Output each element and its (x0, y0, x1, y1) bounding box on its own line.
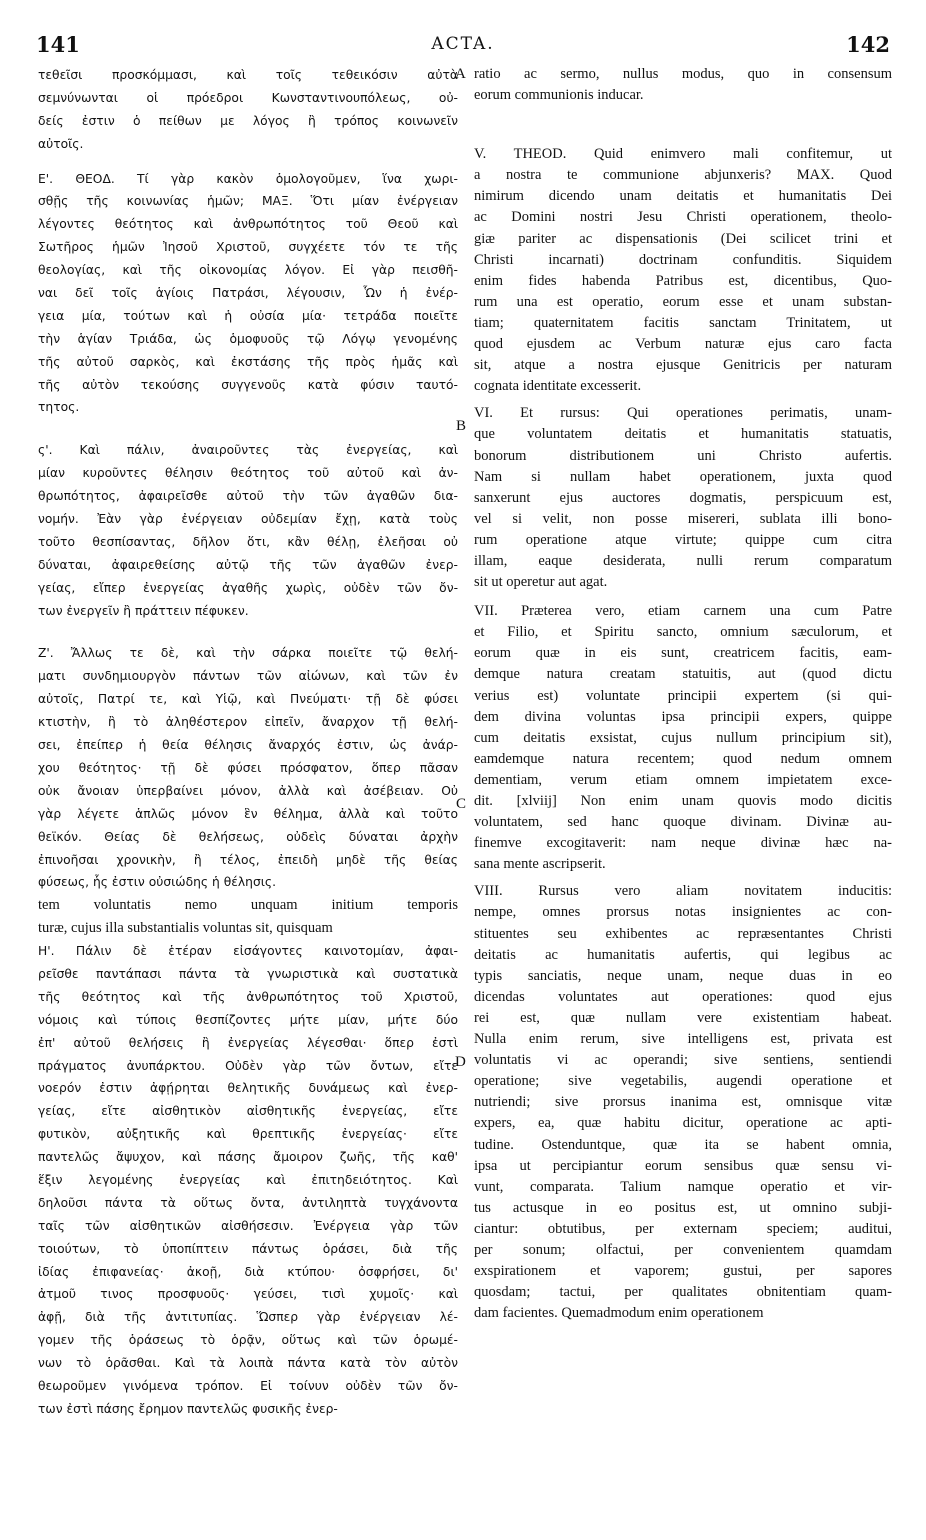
text-line: dam facientes. Quemadmodum enim operationem (474, 1305, 764, 1322)
text-line: φύσεως, ἧς ἐστιν οὐσιώδης ἡ θέλησις. (38, 875, 277, 890)
text-line: eamdemque natura recentem; quod nedum omnem (474, 750, 892, 767)
text-line: tudine. Ostenduntque, quæ ita se habent omnia, (474, 1136, 892, 1153)
text-line: dementiam, verum etiam omnem impietatem exce- (474, 771, 892, 788)
text-line: Ζ'. Ἄλλως τε δὲ, καὶ τὴν σάρκα ποιεῖτε τῷ θελή- (38, 646, 458, 661)
greek-paragraph (38, 64, 458, 156)
text-line: Ε'. ΘΕΟΔ. Τί γὰρ κακὸν ὁμολογοῦμεν, ἵνα χωρι- (38, 171, 458, 186)
text-line: ς'. Καὶ πάλιν, ἀναιροῦντες τὰς ἐνεργείας, καὶ (38, 443, 458, 458)
text-line: χου θεότητος· τῇ δὲ φύσει πρόσφατον, ὅπερ πᾶσαν (38, 760, 458, 775)
text-line: exspirationem et vaporem; gustui, per sapores (474, 1263, 892, 1280)
latin-overflow-lines (38, 894, 458, 940)
text-line: δείς ἐστιν ὁ πείθων με λόγος ἢ τρόπος κοινωνεῖν (38, 113, 458, 128)
text-line: Nam si nullam habet operationem, juxta quod (474, 468, 892, 485)
latin-paragraph (474, 144, 892, 397)
text-line: τῆς αὐτοῦ σαρκὸς, καὶ ἐκστάσης τῆς πρὸς ἡμᾶς καὶ (38, 354, 458, 369)
latin-paragraph (474, 601, 892, 875)
text-line: θρωπότητος, ἀφαιρεῖσθε αὐτοῦ τὴν τῶν ἀγαθῶν δια- (38, 489, 458, 504)
text-line: rum operatione atque virtute; quippe cum citra (474, 531, 892, 548)
latin-column (474, 64, 892, 1324)
text-line: demque natura creatam statuitis, aut (quod dictu (474, 666, 892, 683)
text-line: σει, ἐπείπερ ἡ θεία θέλησις ἄναρχός ἐστιν, ὡς ἀνάρ- (38, 738, 458, 753)
text-line: bonorum distributionem uni Christo aufertis. (474, 447, 892, 464)
text-line: ciantur: obtutibus, per externam speciem; auditui, (474, 1220, 892, 1237)
text-line: αὐτοῖς. (38, 136, 84, 151)
margin-marker-d: D (455, 1054, 466, 1070)
text-line: τὴν ἁγίαν Τριάδα, ὡς ὁμοφυοῦς τῷ Λόγῳ γενομένης (38, 331, 458, 346)
text-line: δύναται, ἀφαιρεθείσης αὐτῷ τῆς τῶν ἀγαθῶν ἐνερ- (38, 557, 458, 572)
text-line: ματι συνδημιουργὸν πάντων τῶν αἰώνων, καὶ τῶν ἐν (38, 669, 458, 684)
text-line: τοιούτων, τὸ ὑποπίπτειν πάντως ὁράσει, διὰ τῆς (38, 1241, 458, 1256)
text-line: voluntatem, sed hanc quoque divinam. Divinæ au- (474, 814, 892, 831)
text-line: παντελῶς ἄψυχον, καὶ πάσης ἄμοιρον ζωῆς, τῆς καθ' (38, 1150, 458, 1165)
text-line: illam, eaque desiderata, nulli rerum comparatum (474, 552, 892, 569)
text-line: νομήν. Ἐὰν γὰρ ἐνέργειαν οὐδεμίαν ἔχῃ, κατὰ τοὺς (38, 512, 458, 527)
text-line: tus actusque in eo positus est, ut omnino subji- (474, 1199, 892, 1216)
text-line: vunt, comparata. Talium namque operatio et vir- (474, 1178, 892, 1195)
margin-marker-b: B (456, 418, 467, 434)
text-line: αὐτοῖς, Πατρί τε, καὶ Υἱῷ, καὶ Πνεύματι· τῇ δὲ φύσει (38, 692, 458, 707)
text-line: φυτικὸν, αὐξητικῆς καὶ θρεπτικῆς ἐνεργείας· εἴτε (38, 1127, 458, 1142)
text-line: γεια μία, τούτων καὶ ἡ οὐσία μία· τετράδα ποιεῖτε (38, 308, 458, 323)
latin-paragraph (474, 881, 892, 1324)
text-line: et Filio, et Spiritu sancto, omnium sæculorum, et (474, 624, 892, 641)
text-line: a nostra te communione abjunxeris? MAX. Quod (474, 167, 892, 184)
text-line: deitatis ac humanitatis aufertis, qui legibus ac (474, 946, 892, 963)
text-line: sana mente ascripserit. (474, 856, 606, 873)
text-line: δηλοῦσι πάντα τὰ οὕτως ὄντα, ἀντιληπτὰ τυγχάνοντα (38, 1195, 458, 1210)
text-line: των ἐνεργεῖν ἢ πράττειν πέφυκεν. (38, 603, 249, 618)
running-title: ACTA. (431, 34, 495, 54)
text-line: Η'. Πάλιν δὲ ἑτέραν εἰσάγοντες καινοτομίαν, ἀφαι- (38, 944, 458, 959)
text-line: ναι δεῖ τοῖς ἁγίοις Πατράσι, λέγουσιν, Ὧν ἡ ἐνέρ- (38, 286, 458, 301)
greek-paragraph (38, 940, 458, 1421)
text-line: quod ejusdem ac Verbum naturæ ejus caro facta (474, 336, 892, 353)
text-line: γείας, εἴπερ ἐνεργείας ἀγαθῆς χωρὶς, οὐδὲν τῶν ὄν- (38, 580, 458, 595)
text-line: tiam; quaternitatem facitis sanctam Trinitatem, ut (474, 314, 892, 331)
text-line: τῆς θεότητος καὶ τῆς ἀνθρωπότητος τοῦ Χριστοῦ, (38, 989, 458, 1004)
text-line: quosdam; tactui, per qualitates obnitentiam quam- (474, 1284, 892, 1301)
text-line: que voluntatem deitatis et humanitatis statuatis, (474, 426, 892, 443)
text-line: sanxerunt ejus auctores dogmatis, perspicuum est, (474, 489, 892, 506)
text-line: νων τὸ ὁρᾶσθαι. Καὶ τὰ λοιπὰ πάντα κατὰ τὸν αὐτὸν (38, 1356, 458, 1371)
text-line: πράγματος ἀνυπάρκτου. Οὐδὲν γὰρ τῶν ὄντων, εἴτε (38, 1058, 458, 1073)
text-line: οὐκ ἄνοιαν ὑπερβαίνει μόνον, ἀλλὰ καὶ ἀσέβειαν. Οὐ (38, 783, 458, 798)
text-line: dem divina voluntas ipsa principii expers, quippe (474, 708, 892, 725)
text-line: νοερόν ἐστιν ἀφῄρηται θελητικῆς δυνάμεως καὶ ἐνερ- (38, 1081, 458, 1096)
text-line: σεμνύνωνται οἱ πρόεδροι Κωνσταντινουπόλεως, οὐ- (38, 90, 458, 105)
text-line: eorum communionis inducar. (474, 87, 644, 104)
text-line: θεϊκόν. Θείας δὲ θελήσεως, οὐδεὶς δύναται ἀρχὴν (38, 829, 458, 844)
greek-paragraph (38, 439, 458, 622)
text-line: τητος. (38, 400, 80, 415)
text-line: λέγοντες θεότητος καὶ ἀνθρωπότητος τοῦ Θεοῦ καὶ (38, 217, 458, 232)
text-line: V. THEOD. Quid enimvero mali confitemur, ut (474, 146, 892, 163)
text-line: sit, atque a nostra ejusque Genitricis per naturam (474, 357, 892, 374)
text-line: cum deitatis exsistat, cujus nullum principium sit), (474, 729, 892, 746)
text-line: sit ut operetur aut agat. (474, 574, 608, 591)
text-line: ἐπινοῆσαι χρονικὴν, ἢ τέλος, ἐπειδὴ μηδὲ τῆς θείας (38, 852, 458, 867)
text-line: ταῖς τῶν αἰσθητικῶν αἰσθήσεσιν. Ἐνέργεια γὰρ τῶν (38, 1218, 458, 1233)
page-header (0, 32, 926, 58)
text-line: σθῇς τῆς κοινωνίας ἡμῶν; ΜΑΞ. Ὅτι μίαν ἐνέργειαν (38, 194, 458, 209)
text-line: voluntatis vi ac operandi; sive sentiens, sentiendi (474, 1052, 892, 1069)
text-line: γομεν τῆς ὁράσεως τὸ ὁρᾷν, οὕτως καὶ τῶν ὁρωμέ- (38, 1333, 458, 1348)
text-line: ac Domini nostri Jesu Christi operationem, theolo- (474, 209, 892, 226)
text-line: VIII. Rursus vero aliam novitatem inducitis: (474, 883, 892, 900)
text-line: dicendas voluntates aut operationes: quod ejus (474, 988, 892, 1005)
text-line: μίαν κυροῦντες θέλησιν θεότητος τοῦ αὐτοῦ καὶ ἀν- (38, 466, 458, 481)
text-line: ἐπ' αὐτοῦ θελήσεις ἢ ἐνεργείας λέγεσθαι· ὅπερ ἐστὶ (38, 1035, 458, 1050)
text-line: finemve excogitaverit: nam neque divinæ hæc na- (474, 835, 892, 852)
text-line: expers, ea, quæ habitu dicitur, operatione ac apti- (474, 1115, 892, 1132)
text-line: ipsa ut percipiantur eorum sensibus quæ sensu vi- (474, 1157, 892, 1174)
text-line: θεολογίας, καὶ τῆς οἰκονομίας λόγον. Εἰ γὰρ πεισθῆ- (38, 263, 458, 278)
text-line: τῆς αὐτὸν τεκούσης συγγενοῦς κατὰ φύσιν ταυτό- (38, 377, 458, 392)
text-line: nimirum dicendo unam deitatis et humanitatis Dei (474, 188, 892, 205)
text-line: γείας, εἴτε αἰσθητικὸν αἰσθητικῆς ἐνεργείας, εἴτε (38, 1104, 458, 1119)
margin-marker-c: C (456, 796, 467, 812)
text-line: cognata identitate excesserit. (474, 378, 642, 395)
text-line: enim fides habenda Patribus est, dicentibus, Quo- (474, 272, 892, 289)
text-line: τεθεῖσι προσκόμμασι, καὶ τοῖς τεθεικόσιν αὐτὰ (38, 68, 458, 82)
text-line: VI. Et rursus: Qui operationes perimatis, unam- (474, 405, 892, 422)
text-line: θεωροῦμεν γινόμενα τρόπον. Εἰ τοίνυν οὐδὲν τῶν ὄν- (38, 1378, 458, 1393)
greek-paragraph (38, 642, 458, 894)
text-line: ρεῖσθε παντάπασι πάντα τὰ γνωριστικὰ καὶ συστατικὰ (38, 966, 458, 981)
greek-paragraph (38, 168, 458, 420)
text-line: nempe, omnes prorsus notas insignientes ac con- (474, 904, 892, 921)
page-number-right: 142 (846, 32, 890, 57)
text-line: verius est) voluntate principii expertem (si qui- (474, 687, 892, 704)
text-line: eorum quæ in eis sunt, creatricem facitis, eam- (474, 645, 892, 662)
latin-paragraph (474, 64, 892, 106)
latin-paragraph (474, 403, 892, 593)
text-line: typis sanciatis, neque unam, neque duas in eo (474, 967, 892, 984)
text-line: ἀφῇ, διὰ τῆς ἀντιτυπίας. Ὥσπερ γὰρ ἐνέργειαν λέ- (38, 1310, 458, 1325)
text-line: Σωτῆρος ἡμῶν Ἰησοῦ Χριστοῦ, συγχέετε τόν τε τῆς (38, 240, 458, 255)
text-line: vel si velit, non posse misereri, sublata illi bono- (474, 510, 892, 527)
text-line: Nulla enim rerum, sive intelligens est, privata est (474, 1031, 892, 1048)
text-line: τοῦτο θεσπίσαντας, δῆλον ὅτι, κἂν θέλῃ, ἐλεῆσαι οὐ (38, 534, 458, 549)
text-line: γὰρ λέγετε ἁπλῶς μόνον ἓν θέλημα, ἀλλὰ καὶ τοῦτο (38, 806, 458, 821)
text-line: ἀτμοῦ τινος προσφυοῦς· γεύσει, τισὶ χυμοῖς· καὶ (38, 1287, 458, 1302)
text-line: giæ pariter ac dispensationis (Dei scilicet trini et (474, 230, 892, 247)
text-line: ἕξιν λεγομένης ἐνεργείας καὶ ἐπιτηδειότητος. Καὶ (38, 1172, 458, 1187)
text-line: Christi incarnati) doctrinam confunditis. Siquidem (474, 251, 892, 268)
page-number-left: 141 (36, 32, 80, 57)
text-line: operatione; sive vegetabilis, augendi operatione et (474, 1073, 892, 1090)
text-line: VII. Præterea vero, etiam carnem una cum Patre (474, 603, 892, 620)
text-line: rum una est operatio, eorum esse et unam substan- (474, 293, 892, 310)
greek-column (38, 64, 458, 1421)
text-line: νόμοις καὶ τύποις θεσπίζοντες μήτε μίαν, μήτε δύο (38, 1012, 458, 1027)
text-line: κτιστὴν, ἢ τὸ ἀληθέστερον εἰπεῖν, ἄναρχον τῇ θελή- (38, 715, 458, 730)
text-line: των ἐστὶ πάσης ἔρημον παντελῶς φυσικῆς ἐνερ- (38, 1401, 338, 1416)
text-line: stituentes seu exhibentes ac repræsentantes Christi (474, 925, 892, 942)
text-line: per sonum; olfactui, per convenientem quamdam (474, 1241, 892, 1258)
text-line: ἰδίας ἐπιφανείας· ἀκοῇ, διὰ κτύπου· ὀσφρήσει, δι' (38, 1264, 458, 1279)
text-line: nutriendi; sive prorsus inanima est, omnisque vitæ (474, 1094, 892, 1111)
text-line: rei est, quæ nullam vere existentiam habeat. (474, 1009, 892, 1026)
margin-marker-a: A (455, 66, 466, 82)
text-line: tem voluntatis nemo unquam initium temporis (38, 897, 458, 914)
text-line: ratio ac sermo, nullus modus, quo in consensum (474, 66, 892, 82)
text-line: turæ, cujus illa substantialis voluntas sit, quisquam (38, 920, 333, 937)
text-line: dit. [xlviij] Non enim unam quovis modo dicitis (474, 793, 892, 809)
